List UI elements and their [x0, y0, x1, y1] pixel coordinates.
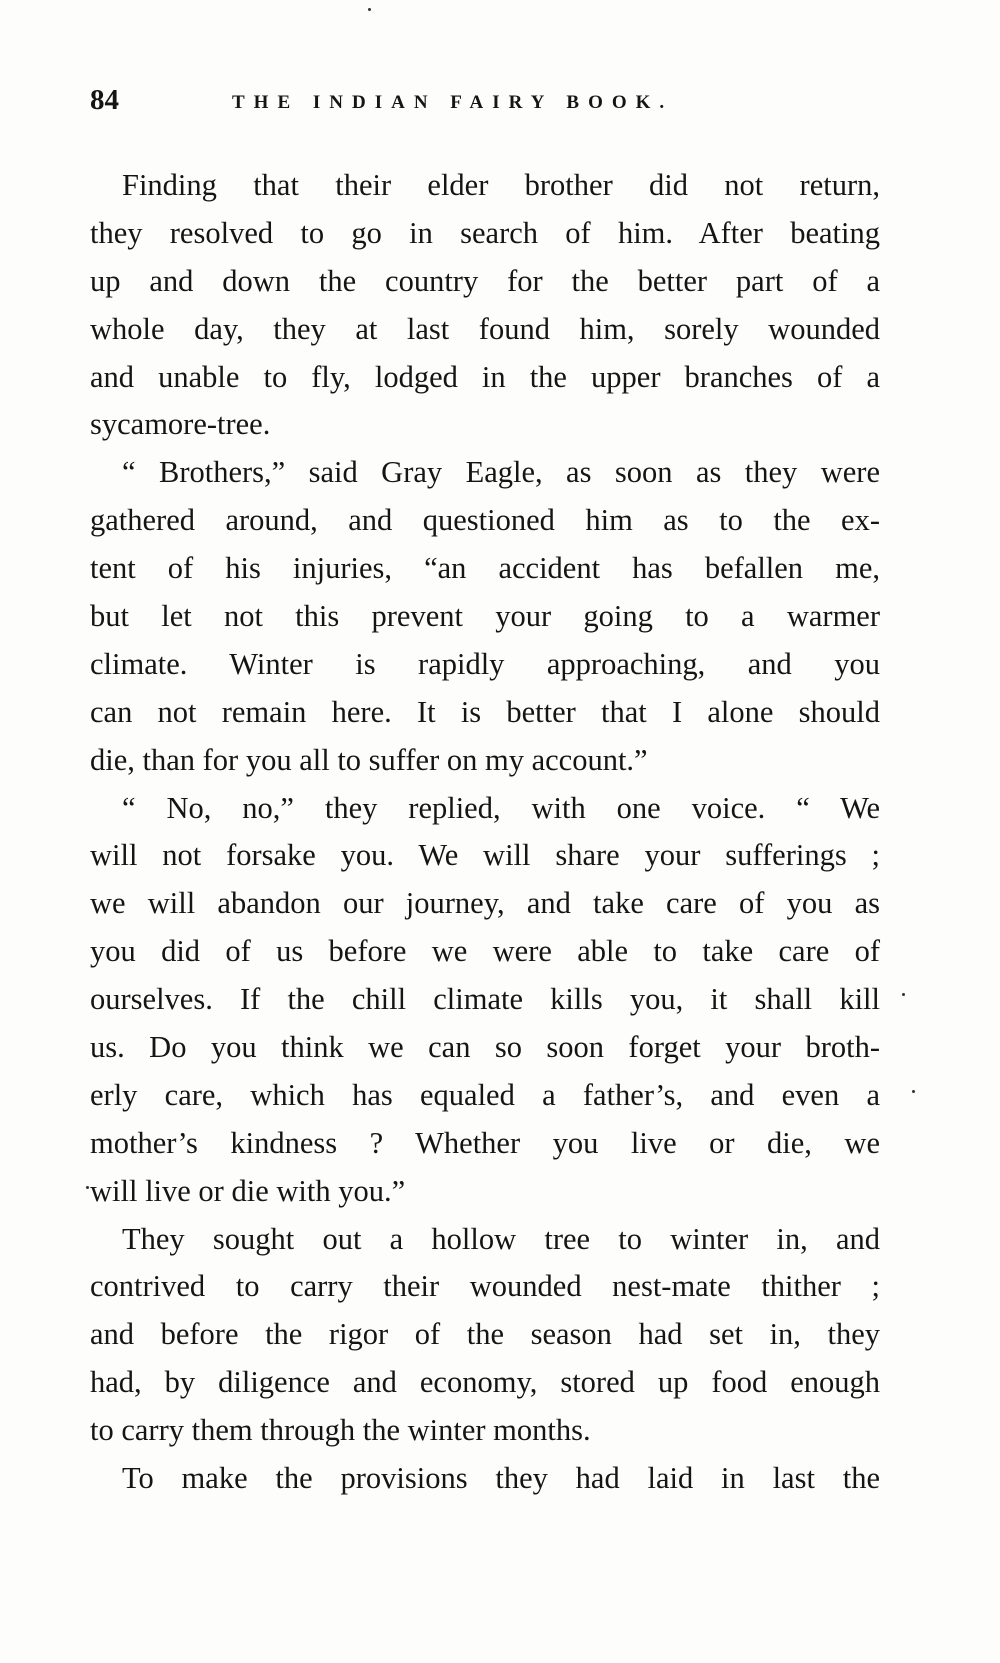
text-line: they resolved to go in search of him. After beating — [90, 215, 880, 250]
text-line: had, by diligence and economy, stored up food enough — [90, 1365, 880, 1400]
text-line: climate. Winter is rapidly approaching, and you — [90, 646, 880, 681]
text-line: you did of us before we were able to take care of — [90, 934, 880, 969]
text-line: To make the provisions they had laid in last the — [122, 1461, 880, 1496]
paper-speck — [368, 8, 371, 11]
text-line: to carry them through the winter months. — [90, 1413, 591, 1448]
text-line: ourselves. If the chill climate kills you, it shall kill — [90, 982, 880, 1017]
text-line: contrived to carry their wounded nest-mate thither ; — [90, 1269, 880, 1304]
page-number: 84 — [90, 84, 119, 116]
text-line: mother’s kindness ? Whether you live or die, we — [90, 1125, 880, 1160]
running-head: THE INDIAN FAIRY BOOK. — [232, 92, 674, 113]
text-line: will live or die with you.” — [90, 1173, 406, 1208]
text-line: Finding that their elder brother did not return, — [122, 168, 880, 202]
text-line: die, than for you all to suffer on my account.” — [90, 742, 648, 777]
text-line: can not remain here. It is better that I alone should — [90, 694, 880, 729]
text-line: and unable to fly, lodged in the upper branches of a — [90, 359, 880, 394]
paper-speck — [912, 1090, 915, 1093]
text-line: but let not this prevent your going to a warmer — [90, 599, 880, 634]
text-line: up and down the country for the better part of a — [90, 263, 880, 298]
text-line: erly care, which has equaled a father’s, and even a — [90, 1077, 880, 1112]
text-line: tent of his injuries, “an accident has befallen me, — [90, 551, 880, 586]
text-line: whole day, they at last found him, sorely wounded — [90, 311, 880, 346]
text-line: we will abandon our journey, and take care of you as — [90, 886, 880, 921]
text-line: sycamore-tree. — [90, 407, 271, 442]
text-line: They sought out a hollow tree to winter in, and — [122, 1221, 880, 1256]
page-header — [90, 84, 890, 124]
text-line: will not forsake you. We will share your sufferings ; — [90, 838, 880, 873]
text-line: us. Do you think we can so soon forget your broth- — [90, 1030, 880, 1065]
text-line: “ No, no,” they replied, with one voice. “ We — [122, 790, 880, 825]
text-line: gathered around, and questioned him as to the ex- — [90, 503, 880, 538]
paper-speck — [902, 993, 905, 996]
text-line: “ Brothers,” said Gray Eagle, as soon as they were — [122, 455, 880, 490]
paper-speck — [86, 1186, 89, 1189]
body-text — [90, 162, 880, 1503]
text-line: and before the rigor of the season had set in, they — [90, 1317, 880, 1352]
